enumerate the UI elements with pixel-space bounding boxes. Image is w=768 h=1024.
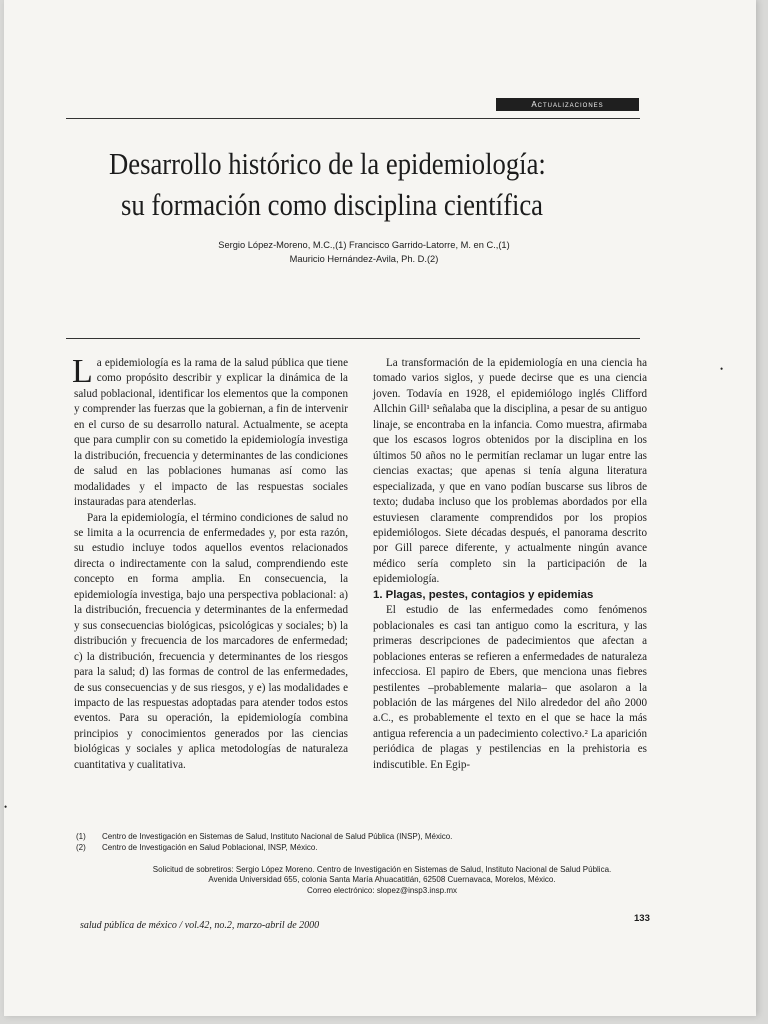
reprint-request	[122, 865, 642, 896]
dropcap: L	[72, 353, 93, 390]
request-line-2: Avenida Universidad 655, colonia Santa María Ahuacatitlán, 62508 Cuernavaca, Morelos, México.	[208, 875, 556, 885]
paragraph-conditions: Para la epidemiología, el término condiciones de salud no se limita a la ocurrencia de enfermedades y, por esta razón, su estudio incluye todos aquellos eventos relacionados directa o indirectamente con la salud, comprendiendo este concepto en forma amplia. En consecuencia, la epidemiología investiga, bajo una perspectiva poblacional: a) la distribución, frecuencia y determinantes de la enfermedad y sus consecuencias biológicas, psicológicas y sociales; b) la distribución y frecuencia de los marcadores de enfermedad; c) la distribución, frecuencia y determinantes de los riesgos para la salud; d) las formas de control de las enfermedades, de sus consecuencias y de sus riesgos, y e) las modalidades e impacto de las respuestas adoptadas para atender todos estos eventos. Para su operación, la epidemiología combina principios y conocimientos generados por las ciencias biológicas y sociales y aplica metodologías de naturaleza cuantitativa y cualitativa.	[74, 511, 348, 771]
authors	[124, 238, 604, 266]
page-number: 133	[634, 913, 650, 924]
right-column	[373, 356, 647, 773]
top-rule	[66, 118, 640, 119]
authors-line-1: Sergio López-Moreno, M.C.,(1) Francisco Garrido-Latorre, M. en C.,(1)	[218, 240, 510, 250]
footnotes	[76, 832, 636, 853]
left-column	[72, 353, 348, 773]
margin-mark: •	[720, 364, 724, 374]
authors-line-2: Mauricio Hernández-Avila, Ph. D.(2)	[289, 254, 439, 264]
article-title	[109, 143, 556, 225]
paragraph-plagues: El estudio de las enfermedades como fenómenos poblacionales es casi tan antiguo como la escritura, y las primeras descripciones de padecimientos que afectan a poblaciones enteras se refieren a enfermedades de naturaleza infecciosa. El papiro de Ebers, que menciona unas fiebres pestilentes –probablemente malaria– que asolaron a la población de las márgenes del Nilo alrededor del año 2000 a.C., es probablemente el texto en el que se hace la más antigua referencia a un padecimiento colectivo.² La aparición periódica de plagas y pestilencias en la prehistoria es indiscutible. En Egip-	[373, 604, 647, 771]
title-line-2: su formación como disciplina científica	[121, 187, 544, 222]
section-heading: 1. Plagas, pestes, contagios y epidemias	[373, 588, 594, 601]
section-tab: Actualizaciones	[496, 98, 639, 111]
request-line-3: Correo electrónico: slopez@insp3.insp.mx	[307, 885, 457, 895]
paragraph-transformation: La transformación de la epidemiología en una ciencia ha tomado varios siglos, y puede decirse que es una ciencia joven. Todavía en 1928, el epidemiólogo inglés Clifford Allchin Gill¹ señalaba que la disciplina, a pesar de su antiguo linaje, se encontraba en la infancia. Como muestra, afirmaba que los escasos logros obtenidos por la disciplina en los últimos 50 años no le permitían reclamar un lugar entre las ciencias exactas; que apenas si tenía alguna literatura especializada, y que en vano podían buscarse sus libros de texto; dudaba incluso que los problemas abordados por ella estuviesen claramente comprendidos por los propios epidemiólogos. Siete décadas después, el panorama descrito por Gill parece diferente, y actualmente ningún avance médico sería completo sin la participación de la epidemiología.	[373, 357, 647, 586]
paragraph-intro: La epidemiología es la rama de la salud pública que tiene como propósito describir y explicar la dinámica de la salud poblacional, identificar los elementos que la componen y comprender las fuerzas que la gobiernan, a fin de intervenir en el curso de su desarrollo natural. Actualmente, se acepta que para cumplir con su cometido la epidemiología investiga la distribución, frecuencia y determinantes de las condiciones de salud en las poblaciones humanas así como las modalidades y el impacto de las respuestas sociales instauradas para atenderlas.	[72, 353, 348, 509]
header-divider	[66, 338, 640, 339]
footnote-2: (2) Centro de Investigación en Salud Poblacional, INSP, México.	[76, 842, 318, 852]
page-sheet	[4, 0, 756, 1016]
request-line-1: Solicitud de sobretiros: Sergio López Moreno. Centro de Investigación en Sistemas de Salud, Instituto Nacional de Salud Pública.	[152, 865, 612, 874]
journal-reference: salud pública de méxico / vol.42, no.2, marzo-abril de 2000	[80, 920, 320, 931]
margin-mark: •	[4, 802, 8, 812]
footnote-1: (1) Centro de Investigación en Sistemas de Salud, Instituto Nacional de Salud Pública (INSP), México.	[76, 832, 453, 841]
title-line-1: Desarrollo histórico de la epidemiología:	[109, 146, 546, 181]
